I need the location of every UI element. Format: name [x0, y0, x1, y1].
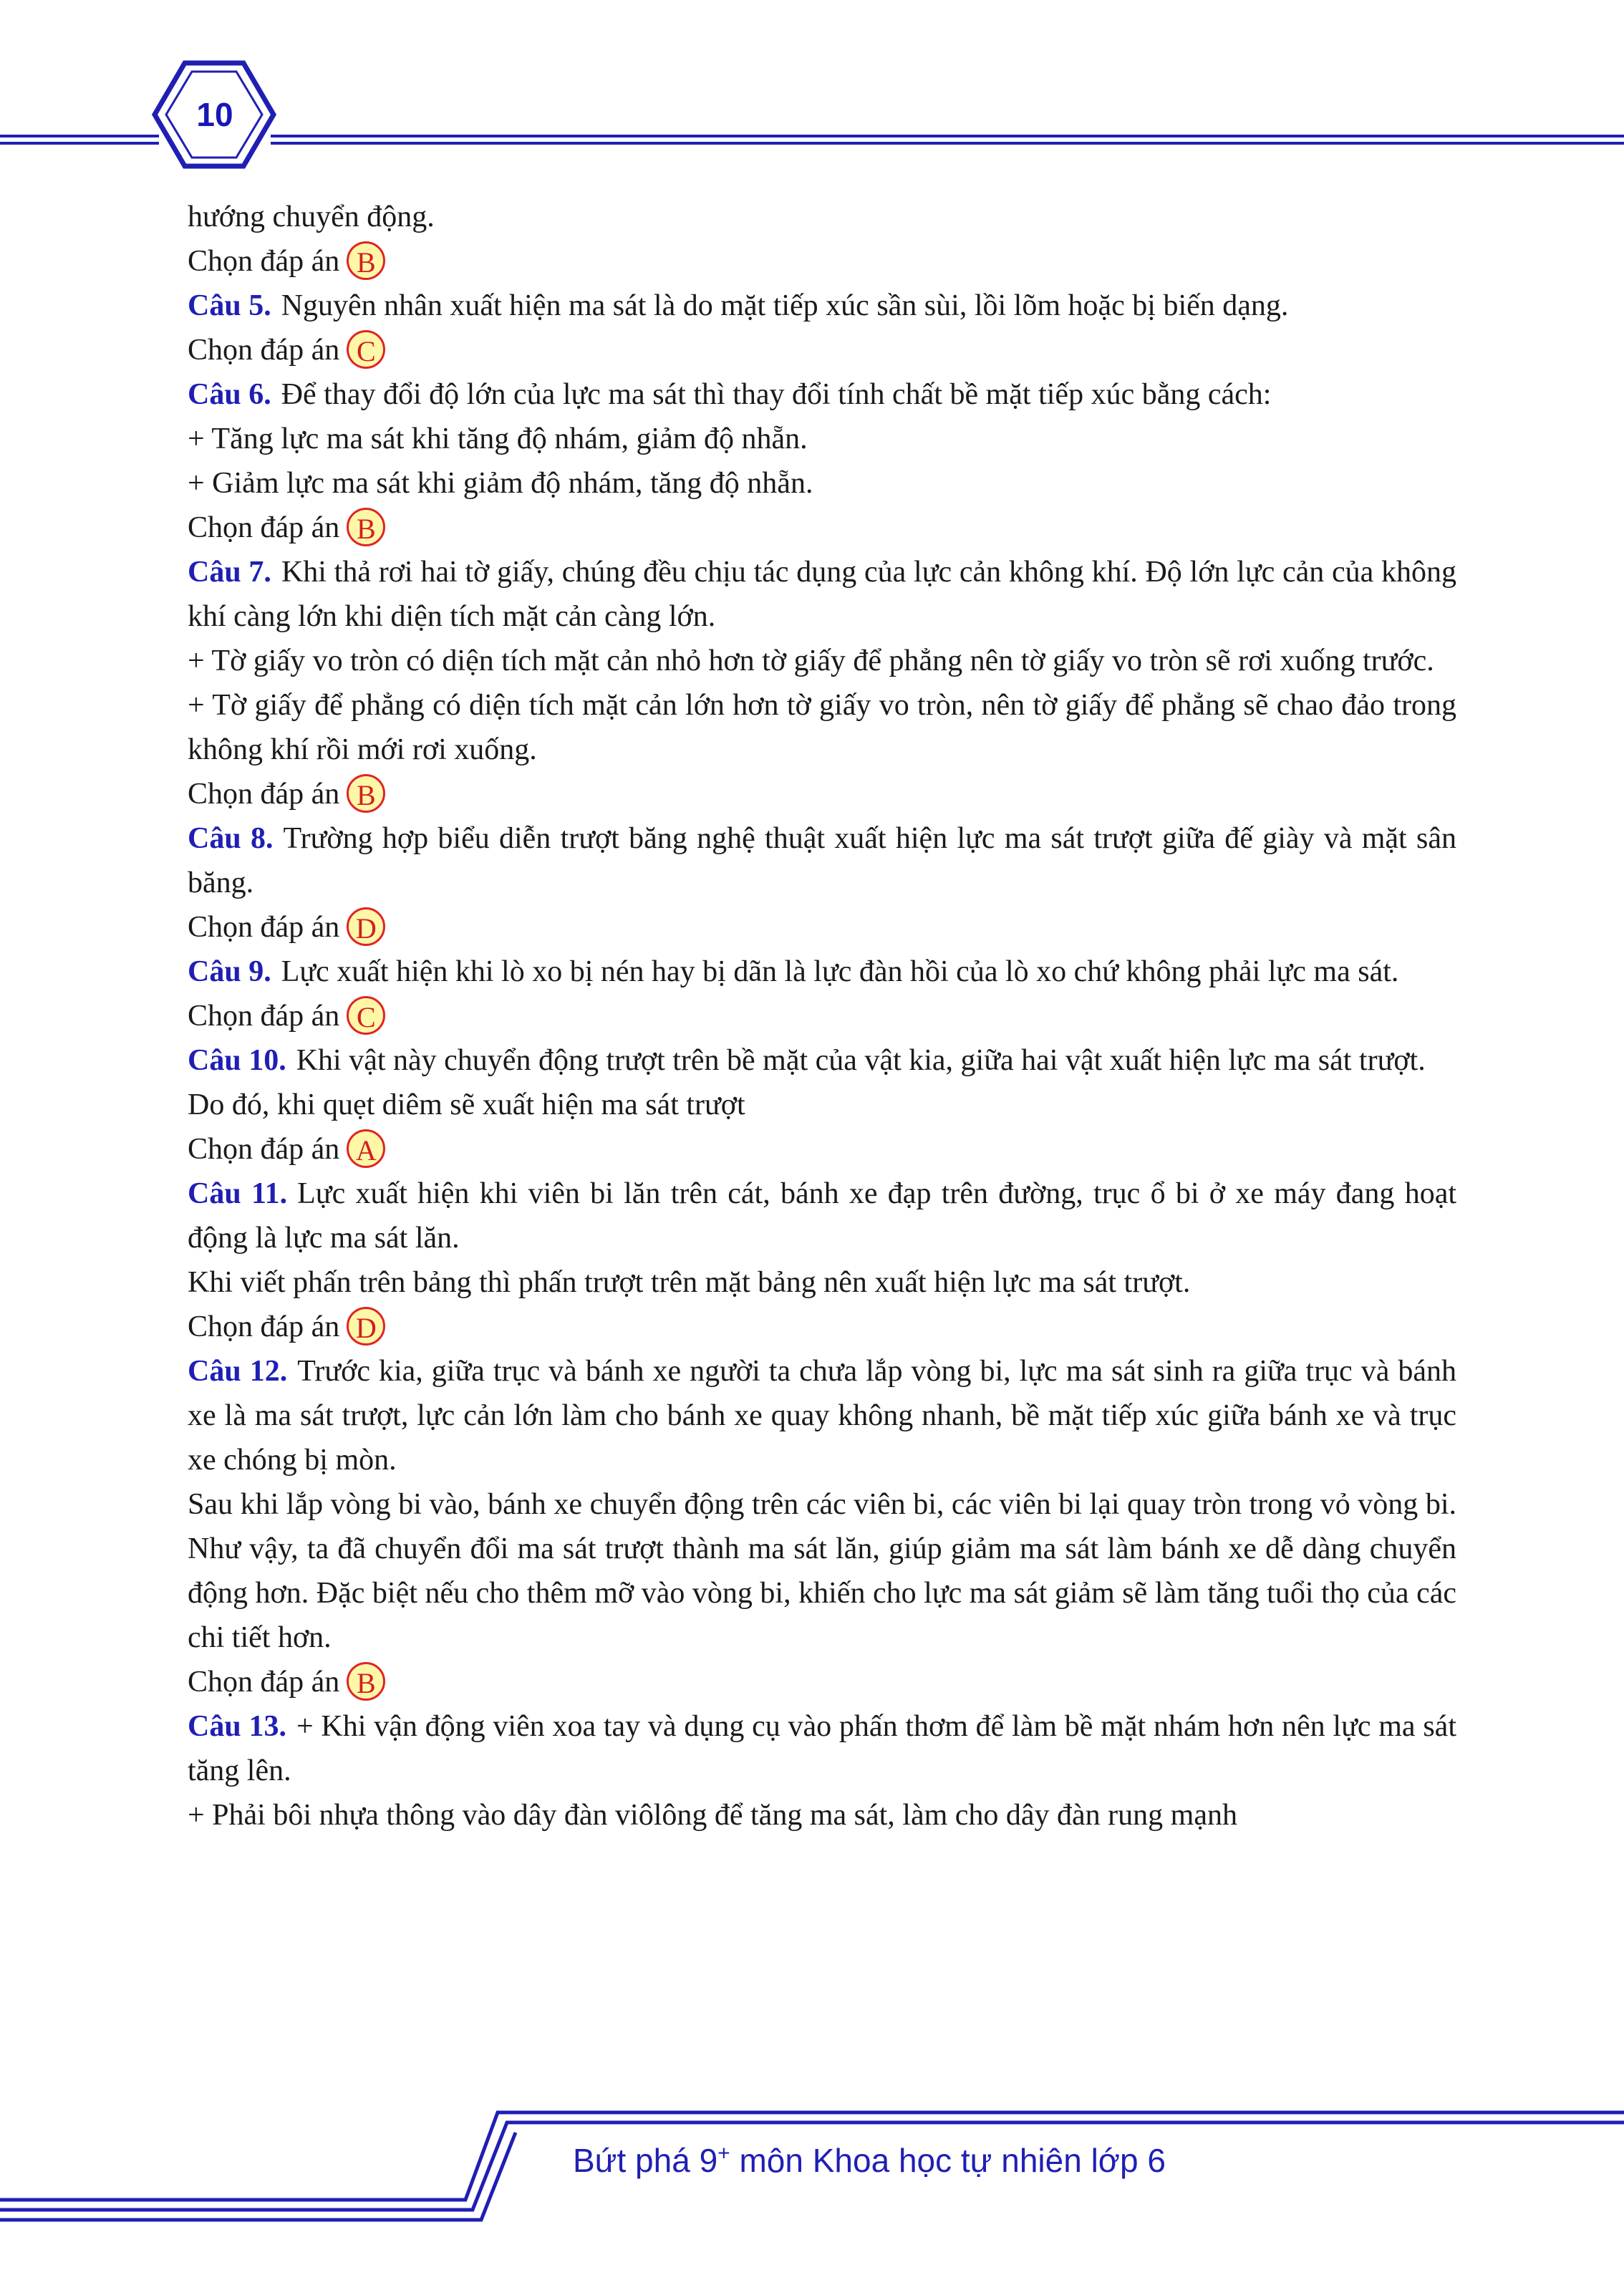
answer-line: [188, 772, 1456, 816]
answer-line: [188, 1305, 1456, 1349]
answer-prefix: Chọn đáp án: [188, 245, 340, 278]
question-label: Câu 11.: [188, 1177, 288, 1210]
question-label: Câu 5.: [188, 289, 271, 322]
explanation-paragraph: + Tờ giấy vo tròn có diện tích mặt cản nhỏ hơn tờ giấy để phẳng nên tờ giấy vo tròn sẽ rơi xuống trước.: [188, 644, 1434, 677]
answer-prefix: Chọn đáp án: [188, 1000, 340, 1033]
explanation-paragraph: Do đó, khi quẹt diêm sẽ xuất hiện ma sát trượt: [188, 1088, 745, 1121]
answer-prefix: Chọn đáp án: [188, 1310, 340, 1343]
question-text: Trường hợp biểu diễn trượt băng nghệ thuật xuất hiện lực ma sát trượt giữa đế giày và mặt sân băng.: [188, 822, 1456, 899]
answer-badge: C: [347, 330, 385, 369]
answer-badge: B: [347, 508, 385, 546]
answer-badge: B: [347, 1662, 385, 1701]
question-paragraph: [188, 550, 1456, 639]
question-label: Câu 8.: [188, 822, 274, 855]
question-paragraph: [188, 1172, 1456, 1260]
answer-badge: C: [347, 996, 385, 1035]
question-paragraph: [188, 1704, 1456, 1793]
question-text: Trước kia, giữa trục và bánh xe người ta chưa lắp vòng bi, lực ma sát sinh ra giữa trục và bánh xe là ma sát trượt, lực cản lớn làm cho bánh xe quay không nhanh, bề mặt tiếp xúc giữa bánh xe và trục xe chóng bị mòn.: [188, 1355, 1456, 1477]
question-label: Câu 13.: [188, 1710, 286, 1743]
answer-line: [188, 994, 1456, 1038]
question-paragraph: [188, 816, 1456, 905]
question-label: Câu 7.: [188, 556, 271, 589]
question-text: Khi thả rơi hai tờ giấy, chúng đều chịu tác dụng của lực cản không khí. Độ lớn lực cản của không khí càng lớn khi diện tích mặt cản càng lớn.: [188, 556, 1456, 633]
page-footer: [0, 2091, 1624, 2275]
explanation-paragraph: hướng chuyển động.: [188, 201, 435, 233]
question-text: Khi vật này chuyển động trượt trên bề mặt của vật kia, giữa hai vật xuất hiện lực ma sát trượt.: [296, 1044, 1426, 1077]
explanation-paragraph: + Phải bôi nhựa thông vào dây đàn viôlông để tăng ma sát, làm cho dây đàn rung mạnh: [188, 1799, 1237, 1832]
explanation-paragraph: Sau khi lắp vòng bi vào, bánh xe chuyển động trên các viên bi, các viên bi lại quay tròn trong vỏ vòng bi. Như vậy, ta đã chuyển đổi ma sát trượt thành ma sát lăn, giúp giảm ma sát làm bánh xe dễ dàng chuyển động hơn. Đặc biệt nếu cho thêm mỡ vào vòng bi, khiến cho lực ma sát giảm sẽ làm tăng tuổi thọ của các chi tiết hơn.: [188, 1488, 1456, 1654]
answer-line: [188, 1660, 1456, 1704]
question-text: Để thay đổi độ lớn của lực ma sát thì thay đổi tính chất bề mặt tiếp xúc bằng cách:: [281, 378, 1272, 411]
answer-line: [188, 239, 1456, 284]
answer-prefix: Chọn đáp án: [188, 911, 340, 944]
answer-line: [188, 506, 1456, 550]
answer-badge: D: [347, 1307, 385, 1346]
answer-line: [188, 905, 1456, 950]
question-label: Câu 10.: [188, 1044, 286, 1077]
answer-badge: B: [347, 774, 385, 813]
question-label: Câu 12.: [188, 1355, 288, 1388]
question-paragraph: [188, 1038, 1456, 1083]
answer-prefix: Chọn đáp án: [188, 778, 340, 811]
question-paragraph: [188, 1349, 1456, 1482]
question-text: Lực xuất hiện khi viên bi lăn trên cát, bánh xe đạp trên đường, trục ổ bi ở xe máy đang hoạt động là lực ma sát lăn.: [188, 1177, 1457, 1255]
question-paragraph: [188, 372, 1456, 417]
answer-prefix: Chọn đáp án: [188, 334, 340, 367]
answer-key-content: [188, 195, 1456, 1837]
answer-badge: A: [347, 1129, 385, 1168]
answer-badge: B: [347, 241, 385, 280]
answer-prefix: Chọn đáp án: [188, 1133, 340, 1166]
explanation-paragraph: + Tăng lực ma sát khi tăng độ nhám, giảm độ nhẵn.: [188, 422, 808, 455]
explanation-paragraph: + Giảm lực ma sát khi giảm độ nhám, tăng độ nhẵn.: [188, 467, 813, 500]
answer-line: [188, 328, 1456, 372]
explanation-paragraph: Khi viết phấn trên bảng thì phấn trượt trên mặt bảng nên xuất hiện lực ma sát trượt.: [188, 1266, 1191, 1299]
answer-badge: D: [347, 907, 385, 946]
question-paragraph: [188, 950, 1456, 994]
explanation-paragraph: + Tờ giấy để phẳng có diện tích mặt cản lớn hơn tờ giấy vo tròn, nên tờ giấy để phẳng sẽ chao đảo trong không khí rồi mới rơi xuống.: [188, 689, 1456, 766]
answer-line: [188, 1127, 1456, 1172]
question-paragraph: [188, 284, 1456, 328]
question-label: Câu 6.: [188, 378, 271, 411]
question-text: Lực xuất hiện khi lò xo bị nén hay bị dãn là lực đàn hồi của lò xo chứ không phải lực ma sát.: [281, 955, 1399, 988]
answer-prefix: Chọn đáp án: [188, 511, 340, 544]
answer-prefix: Chọn đáp án: [188, 1666, 340, 1699]
question-text: + Khi vận động viên xoa tay và dụng cụ vào phấn thơm để làm bề mặt nhám hơn nên lực ma sát tăng lên.: [188, 1710, 1456, 1787]
page-number: 10: [196, 96, 233, 133]
book-title: Bứt phá 9+ môn Khoa học tự nhiên lớp 6: [573, 2141, 1166, 2179]
question-label: Câu 9.: [188, 955, 271, 988]
question-text: Nguyên nhân xuất hiện ma sát là do mặt tiếp xúc sần sùi, lồi lõm hoặc bị biến dạng.: [281, 289, 1289, 322]
